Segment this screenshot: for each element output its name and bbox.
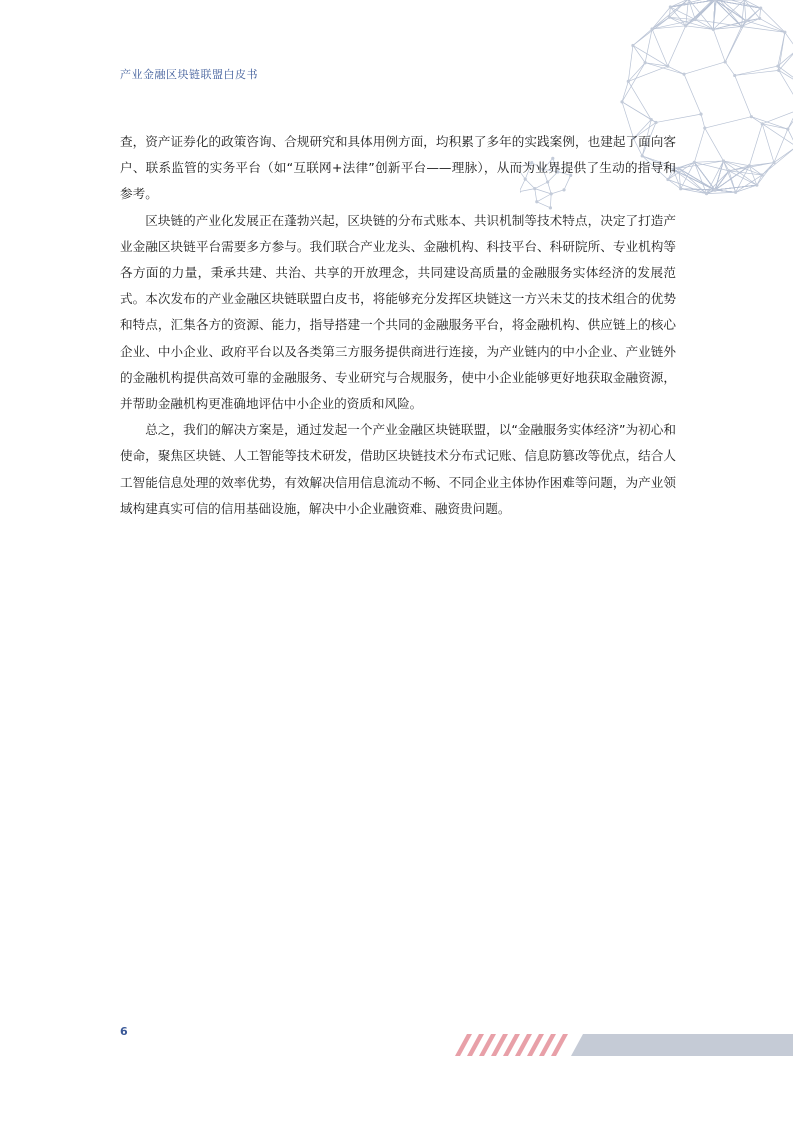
footer-stripe-decoration	[455, 1034, 793, 1056]
paragraph-1: 查，资产证券化的政策咨询、合规研究和具体用例方面，均积累了多年的实践案例，也建起了面向客户、联系监管的实务平台（如“互联网+法律”创新平台——理脉），从而为业界提供了生动的指导和参考。	[120, 134, 676, 202]
page-number: 6	[120, 1025, 128, 1038]
paragraph-2: 区块链的产业化发展正在蓬勃兴起，区块链的分布式账本、共识机制等技术特点，决定了打造产业金融区块链平台需要多方参与。我们联合产业龙头、金融机构、科技平台、科研院所、专业机构等各方面的力量，秉承共建、共治、共享的开放理念，共同建设高质量的金融服务实体经济的发展范式。本次发布的产业金融区块链联盟白皮书，将能够充分发挥区块链这一方兴未艾的技术组合的优势和特点，汇集各方的资源、能力，指导搭建一个共同的金融服务平台，将金融机构、供应链上的核心企业、中小企业、政府平台以及各类第三方服务提供商进行连接，为产业链内的中小企业、产业链外的金融机构提供高效可靠的金融服务、专业研究与合规服务，使中小企业能够更好地获取金融资源，并帮助金融机构更准确地评估中小企业的资质和风险。	[120, 212, 676, 412]
header-title: 产业金融区块链联盟白皮书	[120, 68, 258, 81]
paragraph-3: 总之，我们的解决方案是，通过发起一个产业金融区块链联盟，以“金融服务实体经济”为初心和使命，聚焦区块链、人工智能等技术研发，借助区块链技术分布式记账、信息防篡改等优点，结合人工智能信息处理的效率优势，有效解决信用信息流动不畅、不同企业主体协作困难等问题，为产业领域构建真实可信的信用基础设施，解决中小企业融资难、融资贵问题。	[120, 422, 676, 516]
body-text	[120, 129, 676, 522]
